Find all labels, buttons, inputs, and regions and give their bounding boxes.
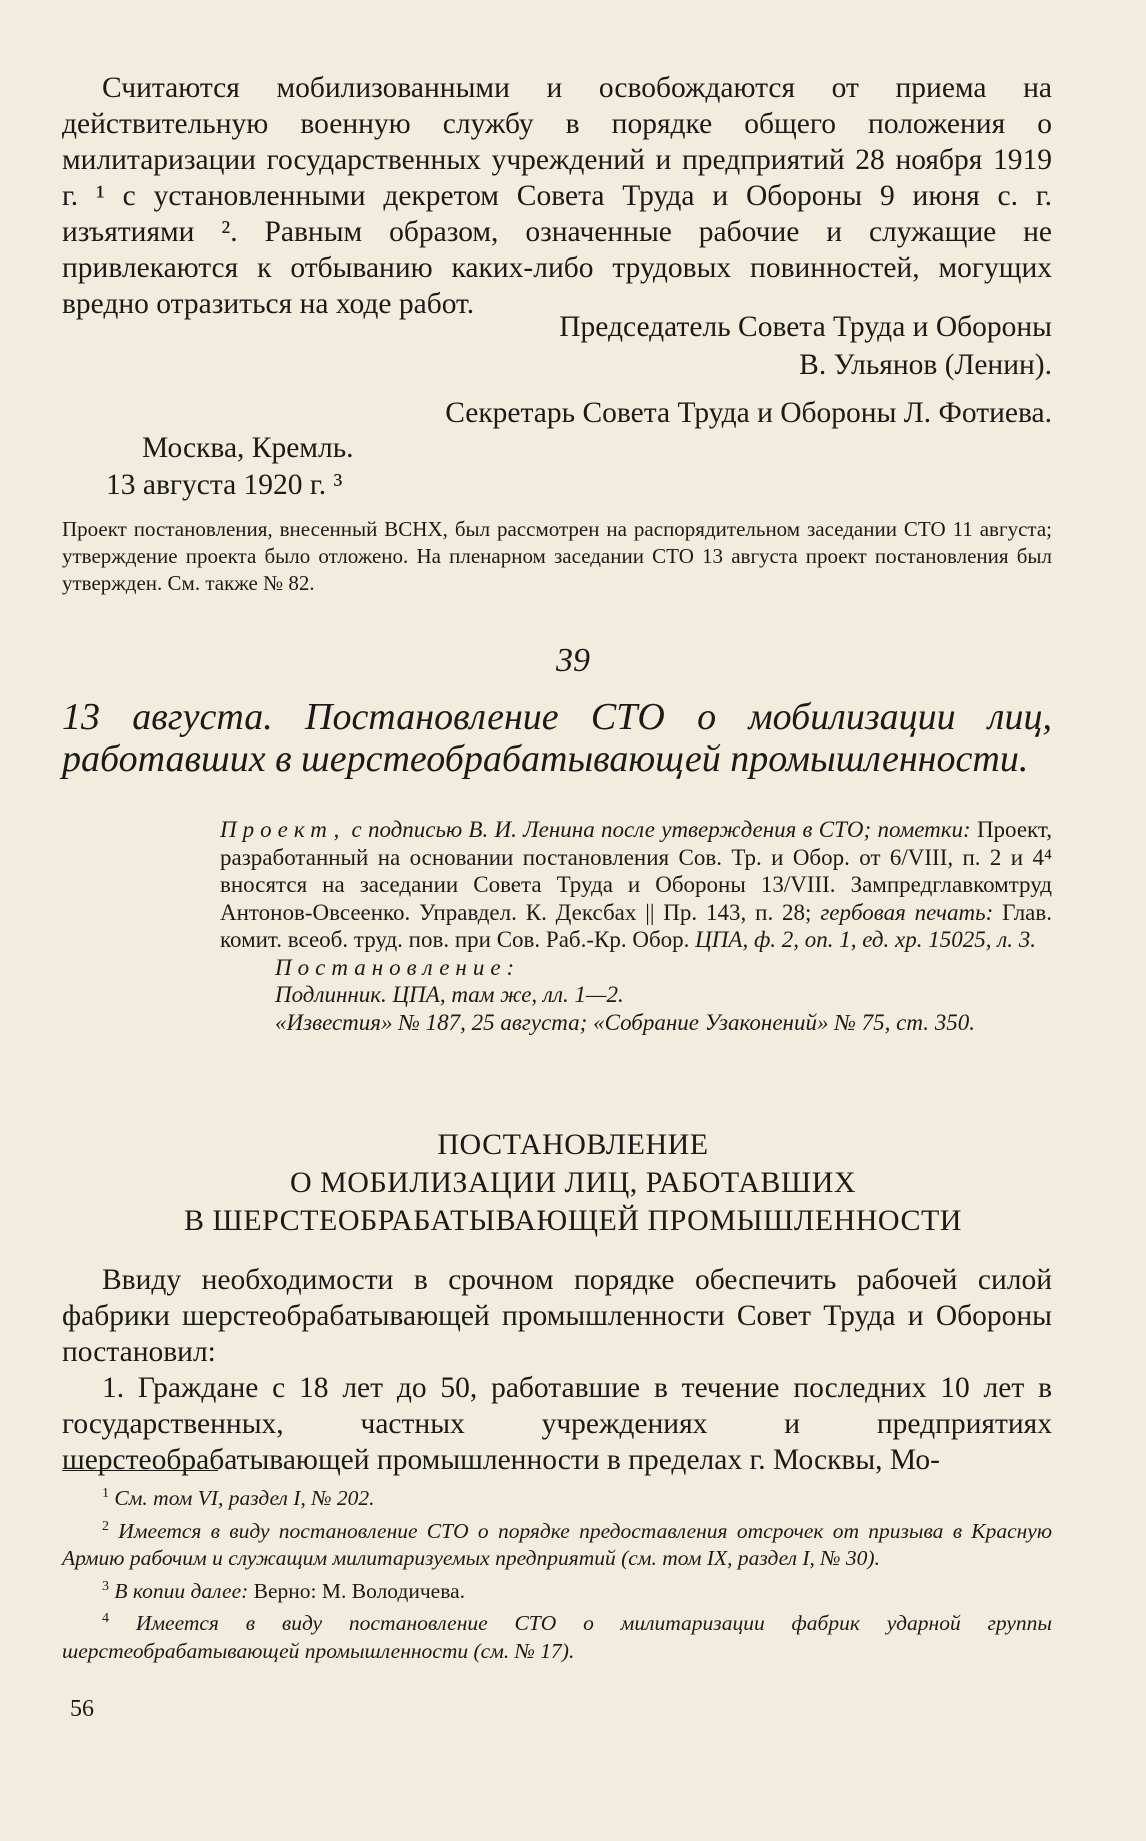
signature-secretary [62, 394, 1052, 432]
archive-main: Проект, с подписью В. И. Ленина после утверждения в СТО; пометки: Проект, разработанный на основании постановления Сов. Тр. и Обор. от 6/VIII, п. 2 и 4⁴ вносятся на заседании Совета Труда и Обороны 13/VIII. Зампредглавкомтруд Антонов-Овсеенко. Управдел. К. Дексбах || Пр. 143, п. 28; гербовая печать: Глав. комит. всеоб. труд. пов. при Сов. Раб.-Кр. Обор. ЦПА, ф. 2, оп. 1, ед. хр. 15025, л. 3. [220, 817, 1052, 952]
chair-title: Председатель Совета Труда и Обороны [559, 311, 1052, 343]
chair-name: В. Ульянов (Ленин). [799, 349, 1052, 381]
archive-izvestia: «Известия» № 187, 25 августа; «Собрание Узаконений» № 75, ст. 350. [275, 1009, 975, 1035]
body-item-1: 1. Граждане с 18 лет до 50, работавшие в течение последних 10 лет в государственных, частных учреждениях и предприятиях шерстеобрабатывающей промышленности в пределах г. Москвы, Мо- [62, 1372, 1052, 1476]
date-line: 13 августа 1920 г. ³ [106, 469, 343, 501]
footnote-1: $^1$ См. том VI, раздел I, № 202. [102, 1486, 375, 1511]
document-heading: 13 августа. Постановление СТО о мобилизации лиц, работавших в шерстеобрабатывающей промышленности. [62, 696, 1052, 780]
footnote-3: $^3$ В копии далее: Верно: М. Володичева. [102, 1578, 466, 1603]
title-line-2: О МОБИЛИЗАЦИИ ЛИЦ, РАБОТАВШИХ [289, 1166, 857, 1199]
title-line-3: В ШЕРСТЕОБРАБАТЫВАЮЩЕЙ ПРОМЫШЛЕННОСТИ [184, 1204, 962, 1237]
archive-info [220, 816, 1052, 1036]
editor-note: Проект постановления, внесенный ВСНХ, был рассмотрен на распорядительном заседании СТО 11 августа; утверждение проекта было отложено. На пленарном заседании СТО 13 августа проект постановления был утвержден. См. также № 82. [62, 517, 1052, 595]
signature-chair [62, 308, 1052, 384]
place-date [106, 430, 642, 504]
archive-postanovlenie: Постановление: [275, 954, 521, 980]
editor-note-block [62, 516, 1052, 597]
footnote-2: $^2$ Имеется в виду постановление СТО о порядке предоставления отсрочек от призыва в Красную Армию рабочим и служащим милитаризуемых предприятий (см. том IX, раздел I, № 30). [62, 1518, 1052, 1571]
document-number: 39 [556, 642, 590, 679]
footnote-4: $^4$ Имеется в виду постановление СТО о милитаризации фабрик ударной группы шерстеобрабатывающей промышленности (см. № 17). [62, 1611, 1052, 1664]
resolution-title [0, 1126, 1146, 1240]
archive-original: Подлинник. ЦПА, там же, лл. 1—2. [275, 982, 624, 1007]
top-paragraph-block [62, 70, 1052, 322]
document-heading-block [62, 696, 1052, 780]
place-line: Москва, Кремль. [142, 432, 354, 464]
page-number: 56 [70, 1696, 94, 1722]
footnotes [62, 1480, 1052, 1666]
top-paragraph: Считаются мобилизованными и освобождаются от приема на действительную военную службу в порядке общего положения о милитаризации государственных учреждений и предприятий 28 ноября 1919 г. ¹ с установленными декретом Совета Труда и Обороны 9 июня с. г. изъятиями ². Равным образом, означенные рабочие и служащие не привлекаются к отбыванию каких-либо трудовых повинностей, могущих вредно отразиться на ходе работ. [62, 72, 1052, 320]
secretary-line: Секретарь Совета Труда и Обороны Л. Фотиева. [445, 397, 1052, 429]
body-intro: Ввиду необходимости в срочном порядке обеспечить рабочей силой фабрики шерстеобрабатывающей промышленности Совет Труда и Обороны постановил: [62, 1264, 1052, 1368]
footnote-rule [62, 1470, 218, 1471]
title-line-1: ПОСТАНОВЛЕНИЕ [437, 1128, 709, 1161]
body-block [62, 1262, 1052, 1478]
